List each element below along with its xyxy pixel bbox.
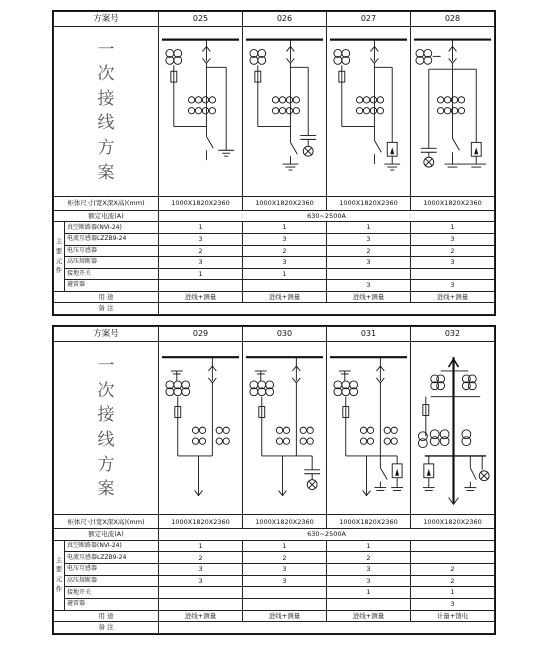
usage-value: 进线+测量	[326, 610, 410, 622]
component-qty: 2	[159, 552, 243, 564]
component-qty: 3	[410, 233, 494, 245]
component-name: 真空断路器(NVI-24)	[65, 540, 159, 552]
label-char: 元	[55, 575, 63, 584]
component-qty: 3	[159, 564, 243, 576]
component-name: 接地开关	[65, 587, 159, 599]
component-qty	[159, 599, 243, 611]
cabinet-size: 1000X1820X2360	[326, 197, 410, 211]
component-qty: 1	[326, 222, 410, 234]
scheme-number-label: 方案号	[54, 327, 159, 342]
scheme-table-2	[52, 325, 496, 635]
main-components-label	[54, 222, 65, 291]
cabinet-size: 1000X1820X2360	[410, 515, 494, 529]
component-name: 电压互感器	[65, 245, 159, 257]
component-qty: 3	[326, 564, 410, 576]
component-qty: 2	[243, 245, 327, 257]
label-char: 要	[55, 246, 63, 255]
scheme-number: 030	[243, 327, 327, 342]
usage-value: 进线+测量	[243, 610, 327, 622]
component-qty: 3	[410, 599, 494, 611]
cabinet-size: 1000X1820X2360	[243, 197, 327, 211]
remarks-label: 备 注	[54, 622, 159, 634]
remarks-value	[159, 303, 495, 315]
component-name: 接地开关	[65, 268, 159, 280]
cabinet-size: 1000X1820X2360	[326, 515, 410, 529]
label-char: 要	[55, 565, 63, 574]
label-char: 次	[97, 64, 115, 85]
rated-current-value: 630~2500A	[159, 529, 495, 541]
label-char: 案	[97, 162, 115, 183]
usage-label: 用 途	[54, 610, 159, 622]
component-name: 电压互感器	[65, 564, 159, 576]
label-char: 案	[97, 479, 115, 500]
rated-current-label: 额定电流(A)	[54, 529, 159, 541]
component-qty: 3	[326, 233, 410, 245]
cabinet-size: 1000X1820X2360	[159, 197, 243, 211]
component-qty: 1	[159, 540, 243, 552]
scheme-number: 025	[159, 12, 243, 27]
component-qty: 3	[243, 257, 327, 269]
component-qty: 3	[243, 564, 327, 576]
component-qty	[326, 268, 410, 280]
component-qty: 2	[326, 245, 410, 257]
label-char: 次	[97, 380, 115, 401]
component-qty: 3	[159, 575, 243, 587]
usage-value: 进线+测量	[326, 291, 410, 303]
component-name: 高压熔断器	[65, 257, 159, 269]
wiring-diagram-029	[159, 341, 243, 515]
component-qty	[243, 599, 327, 611]
cabinet-size: 1000X1820X2360	[159, 515, 243, 529]
wiring-diagram-028	[410, 26, 494, 196]
component-name: 电流互感器LZZB9-24	[65, 552, 159, 564]
component-name: 高压熔断器	[65, 575, 159, 587]
cabinet-size-label: 柜体尺寸(宽X深X高)(mm)	[54, 515, 159, 529]
primary-wiring-label	[54, 341, 159, 515]
component-qty: 3	[243, 575, 327, 587]
label-char: 接	[97, 88, 115, 109]
component-qty: 2	[410, 245, 494, 257]
component-qty: 1	[326, 540, 410, 552]
component-name: 避雷器	[65, 280, 159, 292]
label-char: 主	[55, 555, 63, 564]
label-char: 线	[97, 430, 115, 451]
label-char: 一	[97, 356, 115, 377]
component-qty: 2	[243, 552, 327, 564]
component-qty: 3	[159, 233, 243, 245]
component-qty: 1	[243, 222, 327, 234]
component-qty	[243, 280, 327, 292]
usage-label: 用 途	[54, 291, 159, 303]
component-qty	[410, 552, 494, 564]
component-qty	[159, 587, 243, 599]
label-char: 方	[97, 138, 115, 159]
component-qty: 2	[410, 564, 494, 576]
wiring-diagram-026	[243, 26, 327, 196]
component-qty	[410, 540, 494, 552]
component-qty	[159, 280, 243, 292]
usage-value: 进线+测量	[159, 610, 243, 622]
component-qty	[410, 268, 494, 280]
component-name: 真空断路器(NVI-24)	[65, 222, 159, 234]
component-qty	[243, 587, 327, 599]
component-qty: 3	[410, 280, 494, 292]
component-qty: 1	[243, 268, 327, 280]
scheme-table-1	[52, 10, 496, 316]
label-char: 件	[55, 266, 63, 275]
component-qty	[326, 599, 410, 611]
scheme-number: 031	[326, 327, 410, 342]
usage-value: 进线+测量	[243, 291, 327, 303]
component-qty: 1	[410, 222, 494, 234]
wiring-diagram-032	[410, 341, 494, 515]
usage-value: 进线+测量	[410, 291, 494, 303]
component-qty: 3	[243, 233, 327, 245]
label-char: 件	[55, 584, 63, 593]
wiring-diagram-027	[326, 26, 410, 196]
primary-wiring-label	[54, 26, 159, 196]
component-qty: 3	[326, 257, 410, 269]
scheme-number-label: 方案号	[54, 12, 159, 27]
component-qty: 2	[410, 575, 494, 587]
scheme-number: 029	[159, 327, 243, 342]
label-char: 一	[97, 39, 115, 60]
scheme-number: 028	[410, 12, 494, 27]
wiring-diagram-025	[159, 26, 243, 196]
component-qty: 3	[326, 280, 410, 292]
component-qty: 2	[326, 552, 410, 564]
remarks-label: 备 注	[54, 303, 159, 315]
rated-current-label: 额定电流(A)	[54, 210, 159, 222]
label-char: 方	[97, 454, 115, 475]
wiring-diagram-031	[326, 341, 410, 515]
cabinet-size: 1000X1820X2360	[410, 197, 494, 211]
usage-value: 进线+测量	[159, 291, 243, 303]
component-qty: 3	[410, 257, 494, 269]
component-qty: 1	[243, 540, 327, 552]
main-components-label	[54, 540, 65, 610]
component-qty: 3	[326, 575, 410, 587]
component-qty: 1	[159, 268, 243, 280]
component-qty: 3	[159, 257, 243, 269]
scheme-number: 026	[243, 12, 327, 27]
label-char: 接	[97, 405, 115, 426]
cabinet-size-label: 柜体尺寸(宽X深X高)(mm)	[54, 197, 159, 211]
component-qty: 1	[159, 222, 243, 234]
component-name: 避雷器	[65, 599, 159, 611]
component-qty: 1	[326, 587, 410, 599]
label-char: 元	[55, 256, 63, 265]
component-qty: 2	[159, 245, 243, 257]
remarks-value	[159, 622, 495, 634]
scheme-number: 027	[326, 12, 410, 27]
rated-current-value: 630~2500A	[159, 210, 495, 222]
usage-value: 计量+馈电	[410, 610, 494, 622]
component-qty: 1	[410, 587, 494, 599]
wiring-diagram-030	[243, 341, 327, 515]
cabinet-size: 1000X1820X2360	[243, 515, 327, 529]
scheme-number: 032	[410, 327, 494, 342]
label-char: 主	[55, 237, 63, 246]
label-char: 线	[97, 113, 115, 134]
component-name: 电流互感器LZZB9-24	[65, 233, 159, 245]
